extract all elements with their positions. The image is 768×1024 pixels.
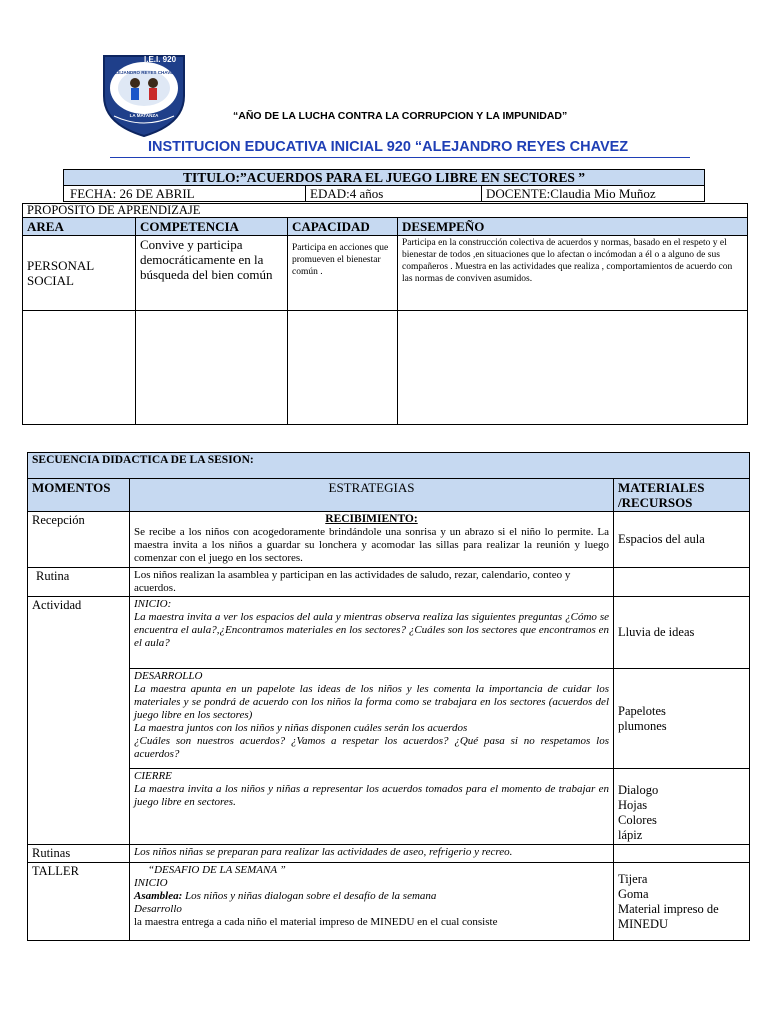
col-area: AREA <box>23 218 136 236</box>
empty-cell <box>23 311 136 425</box>
taller-inicio: INICIO <box>134 877 168 889</box>
desarrollo-text: La maestra apunta en un papelote las ideas de los niños y les comenta la importancia de cuidar los materiales y se pondrá de acuerdo con los niños la forma como se trabajara en los sectores (acuerdos del juego libre en los sectores) La maestra juntos con los niños y niñas disponen cuáles serán los acuerdos ¿Cuáles son nuestros acuerdos? ¿Vamos a respetar los acuerdos? ¿Qué pasa si no respetamos los acuerdos? <box>134 683 609 760</box>
session-title: TITULO:”ACUERDOS PARA EL JUEGO LIBRE EN SECTORES ” <box>64 170 705 186</box>
recibimiento-title: RECIBIMIENTO: <box>325 513 418 525</box>
col-materiales: MATERIALES /RECURSOS <box>614 479 750 512</box>
session-teacher: DOCENTE:Claudia Mio Muñoz <box>482 186 705 202</box>
logo-top-text: I.E.I. 920 <box>144 55 177 64</box>
year-motto: “AÑO DE LA LUCHA CONTRA LA CORRUPCION Y LA IMPUNIDAD” <box>233 110 568 122</box>
sequence-table <box>27 452 750 941</box>
col-desempeno: DESEMPEÑO <box>398 218 748 236</box>
empty-cell <box>288 311 398 425</box>
cierre-material: Dialogo Hojas Colores lápiz <box>614 769 750 845</box>
col-capacidad: CAPACIDAD <box>288 218 398 236</box>
desarrollo-material: Papelotes plumones <box>614 669 750 769</box>
inicio-text: La maestra invita a ver los espacios del aula y mientras observa realiza las siguientes preguntas ¿Cómo se encuentra el aula?,¿Encontramos materiales en los sectores? ¿Cuáles son los sectores que encontramos en el aula? <box>134 611 609 649</box>
cierre-label: CIERRE <box>134 770 172 782</box>
session-date: FECHA: 26 DE ABRIL <box>64 186 306 202</box>
recepcion-material: Espacios del aula <box>614 512 750 568</box>
header-divider <box>110 157 690 158</box>
moment-rutina: Rutina <box>28 568 130 597</box>
cierre-text: La maestra invita a los niños y niñas a representar los acuerdos tomados para el momento de trabajar en juego libre en sectores. <box>134 783 609 808</box>
inicio-material: Lluvia de ideas <box>614 597 750 669</box>
logo-ring-text: ALEJANDRO REYES CHAVEZ <box>112 70 176 75</box>
desempeno-value: Participa en la construcción colectiva de acuerdos y normas, basado en el respeto y el bienestar de todos ,en situaciones que lo afectan o incómodan a él o a alguno de sus compañeros . Muestra en las actividades que realiza , comportamientos de acuerdo con las normas de conviven asumidos. <box>398 236 748 311</box>
inicio-label: INICIO: <box>134 598 172 610</box>
area-value: PERSONAL SOCIAL <box>23 236 136 311</box>
purpose-heading: PROPOSITO DE APRENDIZAJE <box>23 204 748 218</box>
empty-cell <box>614 845 750 863</box>
sequence-heading: SECUENCIA DIDACTICA DE LA SESION: <box>28 453 750 479</box>
purpose-table <box>22 203 748 425</box>
moment-rutinas: Rutinas <box>28 845 130 863</box>
taller-text: la maestra entrega a cada niño el material impreso de MINEDU en el cual consiste <box>134 916 498 928</box>
empty-cell <box>398 311 748 425</box>
session-age: EDAD:4 años <box>306 186 482 202</box>
empty-cell <box>136 311 288 425</box>
desarrollo-label: DESARROLLO <box>134 670 203 682</box>
moment-recepcion: Recepción <box>28 512 130 568</box>
taller-desarrollo: Desarrollo <box>134 903 182 915</box>
rutina-text: Los niños realizan la asamblea y participan en las actividades de saludo, rezar, calendario, conteo y acuerdos. <box>130 568 614 597</box>
logo-bottom-text: LA MATANZA <box>129 113 159 118</box>
taller-title: “DESAFIO DE LA SEMANA ” <box>148 864 286 876</box>
rutinas-text: Los niños niñas se preparan para realizar las actividades de aseo, refrigerio y recreo. <box>130 845 614 863</box>
institution-name: INSTITUCION EDUCATIVA INICIAL 920 “ALEJANDRO REYES CHAVEZ <box>148 139 629 155</box>
school-logo <box>98 50 190 140</box>
col-competencia: COMPETENCIA <box>136 218 288 236</box>
col-estrategias: ESTRATEGIAS <box>130 479 614 512</box>
session-info-table <box>63 169 705 202</box>
asamblea-text: Los niños y niñas dialogan sobre el desafío de la semana <box>182 890 437 902</box>
moment-taller: TALLER <box>28 863 130 941</box>
recepcion-text: Se recibe a los niños con acogedoramente brindándole una sonrisa y un abrazo si el niño lo permite. La maestra invita a los niños a guardar su lonchera y acomodar las sillas para realizar la reunión y luego comenzar con el juego en los sectores. <box>134 526 609 564</box>
asamblea-label: Asamblea: <box>134 890 183 902</box>
col-momentos: MOMENTOS <box>28 479 130 512</box>
capacidad-value: Participa en acciones que promueven el bienestar común . <box>288 236 398 311</box>
moment-actividad: Actividad <box>28 597 130 845</box>
taller-material: Tijera Goma Material impreso de MINEDU <box>614 863 750 941</box>
competencia-value: Convive y participa democráticamente en la búsqueda del bien común <box>136 236 288 311</box>
empty-cell <box>614 568 750 597</box>
